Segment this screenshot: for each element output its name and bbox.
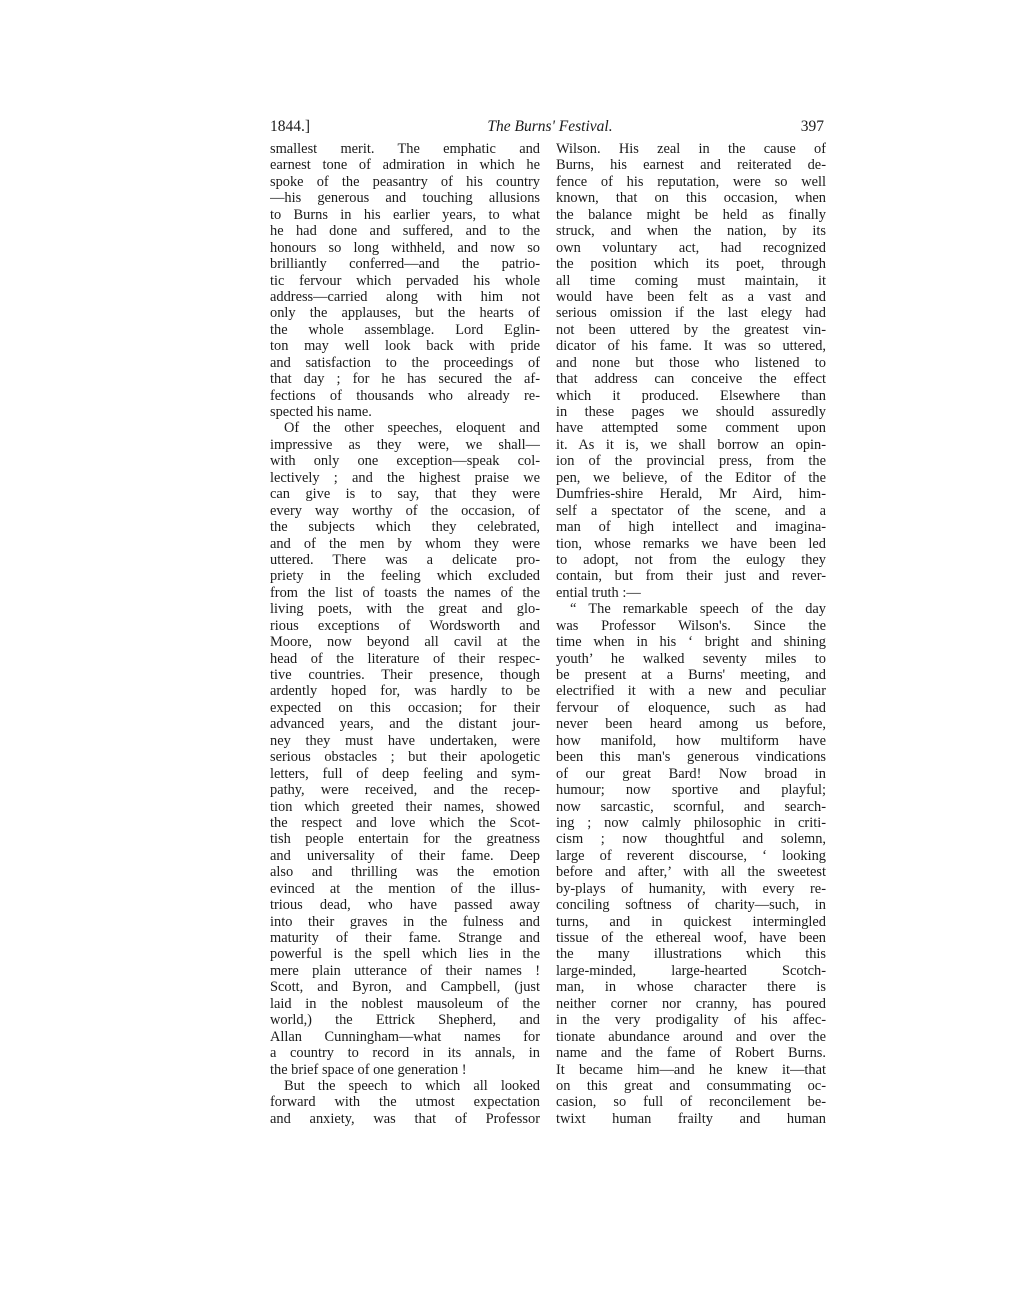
text-line: Of the other speeches, eloquent and bbox=[284, 420, 540, 437]
text-line: impressive as they were, we shall— bbox=[270, 436, 540, 453]
text-line: would have been felt as a vast and bbox=[556, 288, 826, 305]
text-line: only the applauses, but the hearts of bbox=[270, 305, 540, 322]
text-line: brilliantly conferred—and the patrio- bbox=[270, 256, 540, 273]
text-line: ton may well look back with pride bbox=[270, 338, 540, 355]
text-line: own voluntary act, had recognized bbox=[556, 239, 826, 256]
text-line: ardently hoped for, was hardly to be bbox=[270, 683, 540, 700]
text-line: he had done and suffered, and to the bbox=[270, 223, 540, 240]
text-line: uttered. There was a delicate pro- bbox=[270, 551, 540, 568]
text-line: spected his name. bbox=[270, 404, 372, 420]
text-line: not been uttered by the greatest vin- bbox=[556, 321, 826, 338]
text-line: living poets, with the great and glo- bbox=[270, 601, 540, 618]
text-line: by-plays of humanity, with every re- bbox=[556, 880, 826, 897]
text-line: Scott, and Byron, and Campbell, (just bbox=[270, 979, 540, 996]
text-line: expected on this occasion; for their bbox=[270, 699, 540, 716]
text-line: and of the men by whom they were bbox=[270, 535, 540, 552]
text-line: “ The remarkable speech of the day bbox=[570, 601, 826, 618]
text-line: powerful is the spell which lies in the bbox=[270, 946, 540, 963]
text-line: tive countries. Their presence, though bbox=[270, 667, 540, 683]
text-line: man of high intellect and imagina- bbox=[556, 519, 826, 536]
text-line: the many illustrations which this bbox=[556, 946, 826, 963]
text-line: ing ; now calmly philosophic in criti- bbox=[556, 814, 826, 831]
text-line: in the very prodigality of his affec- bbox=[556, 1012, 826, 1029]
text-line: lectively ; and the highest praise we bbox=[270, 469, 540, 486]
text-line: twixt human frailty and human bbox=[556, 1110, 826, 1127]
text-line: the subjects which they celebrated, bbox=[270, 519, 540, 536]
text-line: Wilson. His zeal in the cause of bbox=[556, 141, 826, 157]
text-line: pen, we believe, of the Editor of the bbox=[556, 469, 826, 486]
text-line: world,) the Ettrick Shepherd, and bbox=[270, 1012, 540, 1029]
text-line: fections of thousands who already re- bbox=[270, 387, 540, 404]
text-line: —his generous and touching allusions bbox=[270, 190, 540, 207]
text-line: honours so long withheld, and now so bbox=[270, 239, 540, 256]
text-line: and none but those who listened to bbox=[556, 354, 826, 371]
text-line: tionate abundance around and over the bbox=[556, 1028, 826, 1045]
text-line: ion of the provincial press, from the bbox=[556, 453, 826, 470]
text-line: serious omission if the last elegy had bbox=[556, 305, 826, 322]
text-line: never been heard among us before, bbox=[556, 716, 826, 733]
text-line: But the speech to which all looked bbox=[284, 1077, 540, 1094]
text-line: how manifold, how multiform have bbox=[556, 732, 826, 749]
running-title: The Burns' Festival. bbox=[487, 118, 613, 135]
text-line: that address can conceive the effect bbox=[556, 371, 826, 388]
text-line: mere plain utterance of their names ! bbox=[270, 962, 540, 979]
text-line: all time coming must maintain, it bbox=[556, 272, 826, 289]
text-line: and anxiety, was that of Professor bbox=[270, 1110, 540, 1127]
text-line: in these pages we should assuredly bbox=[556, 404, 826, 420]
text-line: into their graves in the fulness and bbox=[270, 913, 540, 930]
text-line: from the list of toasts the names of the bbox=[270, 584, 540, 601]
text-line: laid in the noblest mausoleum of the bbox=[270, 995, 540, 1012]
running-header bbox=[270, 118, 830, 140]
text-line: rious exceptions of Wordsworth and bbox=[270, 617, 540, 634]
text-line: was Professor Wilson's. Since the bbox=[556, 617, 826, 634]
text-line: and universality of their fame. Deep bbox=[270, 847, 540, 864]
text-line: casion, so full of reconcilement be- bbox=[556, 1094, 826, 1111]
text-line: before and after,’ with all the sweetest bbox=[556, 864, 826, 881]
text-line: earnest tone of admiration in which he bbox=[270, 157, 540, 174]
text-line: that day ; for he has secured the af- bbox=[270, 371, 540, 388]
text-line: address—carried along with him not bbox=[270, 288, 540, 305]
text-line: pathy, were received, and the recep- bbox=[270, 782, 540, 799]
text-line: with only one exception—speak col- bbox=[270, 453, 540, 470]
text-line: every way worthy of the occasion, of bbox=[270, 502, 540, 519]
text-line: and satisfaction to the proceedings of bbox=[270, 354, 540, 371]
text-line: fence of his reputation, were so well bbox=[556, 173, 826, 190]
text-line: contain, but from their just and rever- bbox=[556, 568, 826, 585]
text-line: humour; now sportive and playful; bbox=[556, 782, 826, 799]
text-line: time when in his ‘ bright and shining bbox=[556, 634, 826, 651]
text-line: forward with the utmost expectation bbox=[270, 1094, 540, 1111]
page-number: 397 bbox=[800, 118, 824, 135]
text-line: it. As it is, we shall borrow an opin- bbox=[556, 436, 826, 453]
text-line: ential truth :— bbox=[556, 584, 641, 601]
text-line: priety in the feeling which excluded bbox=[270, 568, 540, 585]
text-line: spoke of the peasantry of his country bbox=[270, 173, 540, 190]
text-line: the balance might be held as finally bbox=[556, 206, 826, 223]
text-line: struck, and when the nation, by its bbox=[556, 223, 826, 240]
text-line: have attempted some comment upon bbox=[556, 420, 826, 437]
text-line: which it produced. Elsewhere than bbox=[556, 387, 826, 404]
text-line: tic fervour which pervaded his whole bbox=[270, 272, 540, 289]
text-line: tissue of the ethereal woof, have been bbox=[556, 930, 826, 946]
text-line: fervour of eloquence, such as had bbox=[556, 699, 826, 716]
text-line: advanced years, and the distant jour- bbox=[270, 716, 540, 733]
text-line: to adopt, not from the eulogy they bbox=[556, 551, 826, 568]
text-line: the whole assemblage. Lord Eglin- bbox=[270, 321, 540, 338]
text-line: the respect and love which the Scot- bbox=[270, 814, 540, 831]
text-line: maturity of their fame. Strange and bbox=[270, 930, 540, 946]
text-line: been this man's generous vindications bbox=[556, 749, 826, 766]
text-line: a country to record in its annals, in bbox=[270, 1045, 540, 1062]
text-line: dicator of his fame. It was so uttered, bbox=[556, 338, 826, 355]
text-line: large-minded, large-hearted Scotch- bbox=[556, 962, 826, 979]
text-line: evinced at the mention of the illus- bbox=[270, 880, 540, 897]
text-line: Moore, now beyond all cavil at the bbox=[270, 634, 540, 651]
right-text-column bbox=[556, 141, 826, 1127]
left-text-column bbox=[270, 141, 540, 1127]
text-line: known, that on this occasion, when bbox=[556, 190, 826, 207]
text-line: Dumfries-shire Herald, Mr Aird, him- bbox=[556, 486, 826, 503]
text-line: tion which greeted their names, showed bbox=[270, 798, 540, 815]
text-line: the position which its poet, through bbox=[556, 256, 826, 273]
header-year: 1844.] bbox=[270, 118, 311, 135]
text-line: smallest merit. The emphatic and bbox=[270, 141, 540, 157]
text-line: self a spectator of the scene, and a bbox=[556, 502, 826, 519]
text-line: youth’ he walked seventy miles to bbox=[556, 650, 826, 667]
text-line: conciling softness of charity—such, in bbox=[556, 897, 826, 914]
text-line: be present at a Burns' meeting, and bbox=[556, 667, 826, 683]
text-line: the brief space of one generation ! bbox=[270, 1061, 467, 1078]
text-line: trious dead, who have passed away bbox=[270, 897, 540, 914]
text-line: turns, and in quickest intermingled bbox=[556, 913, 826, 930]
text-line: Allan Cunningham—what names for bbox=[270, 1028, 540, 1045]
text-line: It became him—and he knew it—that bbox=[556, 1061, 826, 1078]
text-line: name and the fame of Robert Burns. bbox=[556, 1045, 826, 1062]
text-line: letters, full of deep feeling and sym- bbox=[270, 765, 540, 782]
text-line: head of the literature of their respec- bbox=[270, 650, 540, 667]
text-line: on this great and consummating oc- bbox=[556, 1077, 826, 1094]
text-line: electrified it with a new and peculiar bbox=[556, 683, 826, 700]
text-line: large of reverent discourse, ‘ looking bbox=[556, 847, 826, 864]
text-line: of our great Bard! Now broad in bbox=[556, 765, 826, 782]
text-line: can give is to say, that they were bbox=[270, 486, 540, 503]
text-line: also and thrilling was the emotion bbox=[270, 864, 540, 881]
text-line: now sarcastic, scornful, and search- bbox=[556, 798, 826, 815]
text-line: serious obstacles ; but their apologetic bbox=[270, 749, 540, 766]
text-line: tion, whose remarks we have been led bbox=[556, 535, 826, 552]
text-line: neither corner nor cranny, has poured bbox=[556, 995, 826, 1012]
text-line: tish people entertain for the greatness bbox=[270, 831, 540, 848]
text-line: Burns, his earnest and reiterated de- bbox=[556, 157, 826, 174]
text-line: to Burns in his earlier years, to what bbox=[270, 206, 540, 223]
text-line: cism ; now thoughtful and solemn, bbox=[556, 831, 826, 848]
text-line: ney they must have undertaken, were bbox=[270, 732, 540, 749]
text-line: man, in whose character there is bbox=[556, 979, 826, 996]
